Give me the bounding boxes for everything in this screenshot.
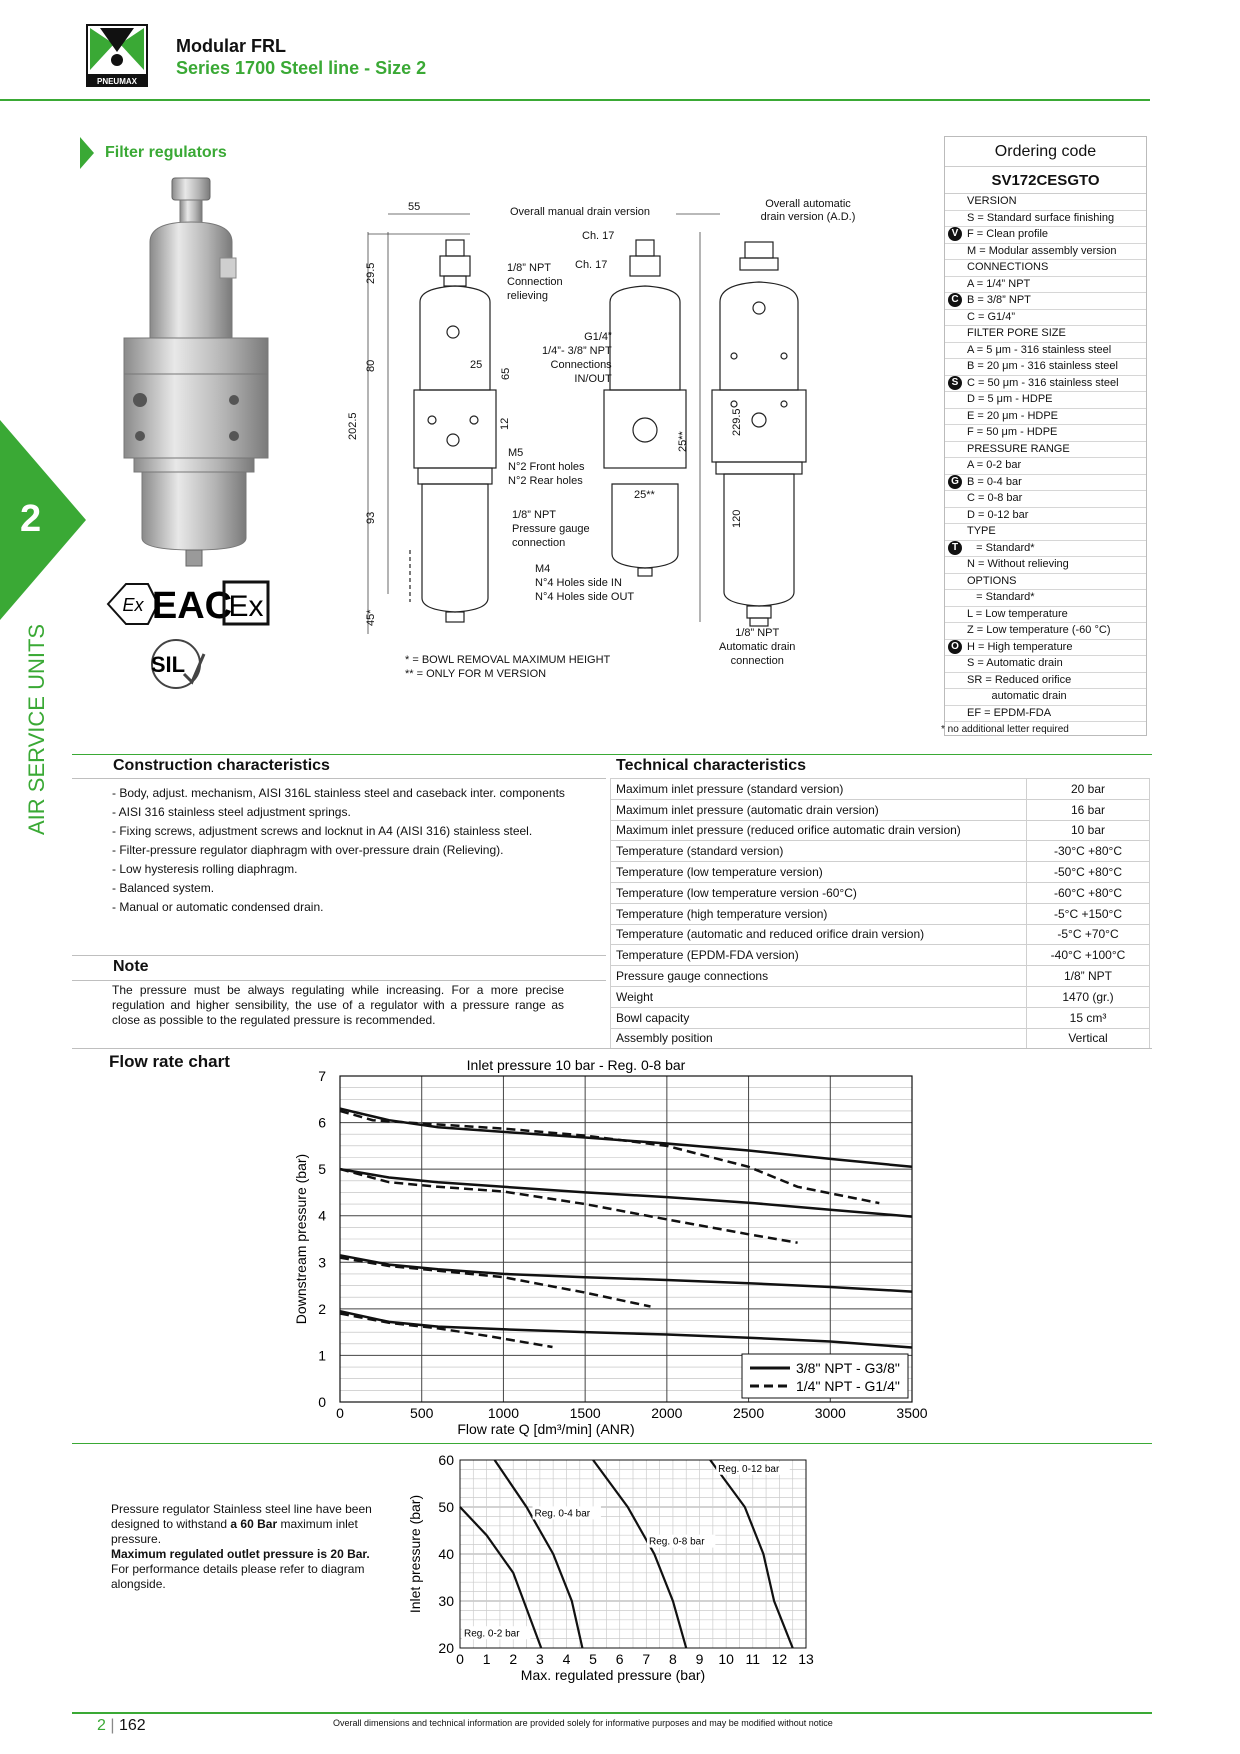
option-badge-icon: V: [948, 227, 962, 241]
drawing-front-view: [410, 240, 496, 622]
label-auto-drain: 1/8” NPT Automatic drain connection: [719, 627, 796, 667]
ordering-row-text: FILTER PORE SIZE: [967, 327, 1066, 339]
technical-row: [611, 966, 1150, 987]
x-tick-label: 3500: [896, 1405, 928, 1421]
header-title: Modular FRL: [176, 36, 286, 56]
technical-label: Maximum inlet pressure (standard version): [611, 779, 1027, 800]
technical-row: [611, 986, 1150, 1007]
ordering-row: [945, 458, 1146, 475]
ordering-row-text: B = 20 μm - 316 stainless steel: [967, 360, 1118, 372]
ordering-row: [945, 227, 1146, 244]
y-tick-label: 3: [318, 1254, 326, 1271]
construction-item: - Fixing screws, adjustment screws and locknut in A4 (AISI 316) stainless steel.: [112, 824, 533, 838]
x-tick-label: 500: [410, 1405, 434, 1421]
construction-list: [112, 784, 582, 917]
legend-label: 1/4" NPT - G1/4": [796, 1378, 900, 1394]
series-label: Reg. 0-12 bar: [718, 1463, 780, 1475]
ordering-row-text: C = G1/4”: [967, 310, 1015, 323]
ordering-row-text: OPTIONS: [967, 574, 1017, 587]
construction-item: - Body, adjust. mechanism, AISI 316L stainless steel and caseback inter. components: [112, 786, 565, 800]
y-tick-label: 1: [318, 1347, 326, 1364]
ordering-row-text: S = Automatic drain: [967, 657, 1063, 669]
technical-label: Bowl capacity: [611, 1007, 1027, 1028]
note-title: Note: [113, 958, 149, 975]
label-ch17-b: Ch. 17: [575, 259, 608, 271]
y-tick-label: 6: [318, 1114, 326, 1131]
technical-row: [611, 1028, 1150, 1049]
ordering-row-text: D = 5 μm - HDPE: [967, 393, 1053, 405]
x-tick-label: 1: [482, 1651, 491, 1667]
note-rule: [72, 980, 606, 981]
technical-value: 10 bar: [1027, 820, 1150, 841]
construction-item: - Low hysteresis rolling diaphragm.: [112, 862, 298, 876]
ordering-row: [945, 326, 1146, 343]
technical-table: [610, 778, 1150, 1049]
series-line: [340, 1255, 912, 1291]
technical-value: -5°C +150°C: [1027, 903, 1150, 924]
ordering-row: [945, 392, 1146, 409]
technical-title: Technical characteristics: [616, 757, 807, 774]
flow-rate-chart: [280, 1052, 940, 1442]
ordering-row: [945, 277, 1146, 294]
technical-value: 1470 (gr.): [1027, 986, 1150, 1007]
chapter-label: AIR SERVICE UNITS: [24, 623, 49, 835]
dim-12: 12: [499, 417, 511, 430]
atex-mark: Ex: [122, 595, 144, 615]
ordering-row: [945, 425, 1146, 442]
ordering-row: [945, 574, 1146, 591]
ordering-row-text: F = 50 μm - HDPE: [967, 426, 1058, 438]
dim-93: 93: [365, 511, 377, 524]
series-line: [340, 1109, 912, 1167]
option-badge-icon: C: [948, 293, 962, 307]
flow-top-rule: [72, 1048, 1152, 1049]
ordering-row-text: = Standard*: [967, 541, 1035, 554]
ordering-row-text: L = Low temperature: [967, 607, 1068, 620]
ordering-row: [945, 211, 1146, 228]
technical-value: -40°C +100°C: [1027, 945, 1150, 966]
technical-label: Temperature (high temperature version): [611, 903, 1027, 924]
ordering-row: [945, 376, 1146, 393]
ordering-row-text: CONNECTIONS: [967, 261, 1049, 273]
chapter-tab: [0, 420, 86, 620]
x-axis-label: Max. regulated pressure (bar): [520, 1667, 706, 1683]
ordering-row-text: A = 1/4” NPT: [967, 277, 1031, 290]
technical-label: Temperature (low temperature version -60°C): [611, 882, 1027, 903]
ordering-row: [945, 475, 1146, 492]
technical-row: [611, 924, 1150, 945]
ordering-row: [945, 640, 1146, 657]
technical-label: Temperature (standard version): [611, 841, 1027, 862]
page-number: 2 | 162: [97, 1717, 146, 1734]
pressure-text-2: Maximum regulated outlet pressure is 20 Bar.: [111, 1547, 370, 1561]
dim-202-5: 202.5: [347, 412, 359, 440]
dim-25-v: 25**: [677, 431, 689, 452]
technical-label: Assembly position: [611, 1028, 1027, 1049]
legend-label: 3/8" NPT - G3/8": [796, 1360, 900, 1376]
ordering-row-text: S = Standard surface finishing: [967, 211, 1115, 224]
dim-25-h: 25**: [634, 489, 655, 501]
construction-item: - Manual or automatic condensed drain.: [112, 900, 324, 914]
x-tick-label: 1000: [487, 1405, 520, 1421]
series-line: [340, 1311, 912, 1347]
y-tick-label: 50: [438, 1499, 454, 1515]
pressure-info: [111, 1502, 389, 1592]
ordering-row-text: = Standard*: [967, 591, 1035, 603]
ordering-row: [945, 590, 1146, 607]
label-note-bowl: * = BOWL REMOVAL MAXIMUM HEIGHT: [405, 654, 611, 666]
x-tick-label: 2000: [651, 1405, 683, 1421]
ordering-row-text: C = 50 μm - 316 stainless steel: [967, 376, 1119, 389]
y-tick-label: 40: [438, 1546, 454, 1562]
technical-row: [611, 945, 1150, 966]
inlet-pressure-chart: [400, 1448, 820, 1688]
dim-120: 120: [731, 509, 743, 528]
x-tick-label: 6: [615, 1651, 624, 1667]
ordering-row: [945, 310, 1146, 327]
pressure-text-1: Pressure regulator Stainless steel line have been designed to withstand: [111, 1502, 372, 1531]
technical-label: Pressure gauge connections: [611, 966, 1027, 987]
pressure-top-rule: [72, 1443, 1152, 1444]
dim-80: 80: [365, 359, 377, 372]
label-note-m: ** = ONLY FOR M VERSION: [405, 668, 547, 680]
pressure-text-1-end: maximum inlet pressure.: [111, 1517, 358, 1546]
x-tick-label: 2500: [732, 1405, 765, 1421]
option-badge-icon: T: [948, 541, 962, 555]
ordering-row-text: SR = Reduced orifice: [967, 673, 1072, 686]
ordering-row-text: EF = EPDM-FDA: [967, 706, 1052, 719]
technical-label: Temperature (EPDM-FDA version): [611, 945, 1027, 966]
technical-row: [611, 862, 1150, 883]
x-tick-label: 9: [695, 1651, 704, 1667]
y-axis-label: Inlet pressure (bar): [407, 1494, 423, 1614]
chapter-number: 2: [20, 498, 42, 540]
ordering-row-text: D = 0-12 bar: [967, 508, 1029, 521]
header-rule: [0, 99, 1150, 101]
ordering-code-table: [941, 136, 1147, 736]
y-axis-label: Downstream pressure (bar): [293, 1153, 309, 1325]
y-tick-label: 2: [318, 1300, 326, 1317]
option-badge-icon: G: [948, 475, 962, 489]
y-tick-label: 7: [318, 1068, 326, 1084]
ordering-code-title: Ordering code: [945, 137, 1146, 167]
technical-row: [611, 903, 1150, 924]
section-divider: [72, 754, 1152, 755]
technical-value: 15 cm³: [1027, 1007, 1150, 1028]
y-tick-label: 5: [318, 1161, 326, 1178]
technical-label: Temperature (low temperature version): [611, 862, 1027, 883]
note-top-rule: [72, 955, 606, 956]
technical-value: -5°C +70°C: [1027, 924, 1150, 945]
technical-row: [611, 1007, 1150, 1028]
label-relieving-connection: 1/8” NPT Connection relieving: [507, 262, 563, 302]
footer-rule: [72, 1712, 1152, 1714]
ordering-row: [945, 260, 1146, 277]
ordering-row: [945, 623, 1146, 640]
label-m5-holes: M5 N°2 Front holes N°2 Rear holes: [508, 447, 585, 487]
x-tick-label: 4: [562, 1651, 571, 1667]
technical-row: [611, 882, 1150, 903]
dim-229-5: 229.5: [731, 408, 743, 436]
ordering-row: [945, 491, 1146, 508]
y-tick-label: 0: [318, 1394, 326, 1410]
ordering-row-text: TYPE: [967, 525, 996, 537]
technical-value: 16 bar: [1027, 799, 1150, 820]
construction-title: Construction characteristics: [113, 757, 330, 774]
dim-65: 65: [500, 367, 512, 380]
y-tick-label: 60: [438, 1452, 454, 1468]
technical-value: 1/8” NPT: [1027, 966, 1150, 987]
ordering-row-text: N = Without relieving: [967, 558, 1069, 570]
technical-value: -50°C +80°C: [1027, 862, 1150, 883]
dim-29-5: 29.5: [365, 262, 377, 284]
product-photo: [112, 178, 272, 573]
ordering-row: [945, 673, 1146, 690]
ordering-row-text: VERSION: [967, 195, 1017, 207]
ordering-row: [945, 359, 1146, 376]
eac-mark: EAC: [151, 585, 233, 627]
x-tick-label: 12: [771, 1651, 788, 1667]
dim-25: 25: [470, 359, 483, 371]
section-tag: Filter regulators: [105, 144, 227, 161]
note-text: The pressure must be always regulating while increasing. For a more precise regulation and higher sensibility, the use of a regulator with a pressure range as close as possible to the regulated pressure is recommended.: [112, 983, 564, 1027]
ordering-row: [945, 541, 1146, 558]
ordering-row-text: automatic drain: [967, 690, 1067, 702]
x-tick-label: 8: [669, 1651, 677, 1667]
technical-label: Temperature (automatic and reduced orifice drain version): [611, 924, 1027, 945]
header-subtitle: Series 1700 Steel line - Size 2: [176, 58, 427, 78]
label-m4-holes: M4 N°4 Holes side IN N°4 Holes side OUT: [535, 563, 635, 603]
brand-name: PNEUMAX: [96, 77, 137, 86]
drawing-side-view: [604, 240, 686, 576]
technical-label: Maximum inlet pressure (automatic drain version): [611, 799, 1027, 820]
technical-label: Maximum inlet pressure (reduced orifice automatic drain version): [611, 820, 1027, 841]
dim-55: 55: [408, 201, 421, 213]
ordering-row-text: B = 3/8” NPT: [967, 294, 1031, 306]
x-tick-label: 10: [718, 1651, 734, 1667]
ordering-row: [945, 689, 1146, 706]
ordering-row-text: A = 0-2 bar: [967, 459, 1022, 471]
technical-row: [611, 799, 1150, 820]
technical-row: [611, 841, 1150, 862]
flow-section-title: Flow rate chart: [109, 1052, 230, 1071]
certification-marks: [106, 578, 272, 701]
technical-value: -30°C +80°C: [1027, 841, 1150, 862]
ordering-row: [945, 508, 1146, 525]
x-tick-label: 2: [509, 1651, 518, 1667]
x-tick-label: 7: [642, 1651, 651, 1667]
ordering-row: [945, 557, 1146, 574]
x-tick-label: 0: [336, 1405, 344, 1421]
x-tick-label: 11: [745, 1651, 761, 1667]
ordering-row-text: E = 20 μm - HDPE: [967, 409, 1059, 422]
label-connections-inout: G1/4” 1/4”- 3/8” NPT Connections IN/OUT: [542, 331, 612, 385]
ordering-row: [945, 343, 1146, 360]
ordering-code-value: SV172CESGTO: [945, 167, 1146, 194]
y-tick-label: 20: [438, 1640, 454, 1656]
drawing-auto-drain-view: [712, 242, 806, 626]
series-label: Reg. 0-4 bar: [534, 1508, 591, 1520]
ordering-row-text: H = High temperature: [967, 640, 1073, 653]
ordering-row-text: A = 5 μm - 316 stainless steel: [967, 343, 1112, 356]
construction-rule: [72, 778, 606, 779]
x-axis-label: Flow rate Q [dm³/min] (ANR): [457, 1421, 635, 1437]
construction-item: - AISI 316 stainless steel adjustment springs.: [112, 805, 351, 819]
technical-value: Vertical: [1027, 1028, 1150, 1049]
ordering-row: [945, 194, 1146, 211]
chart-title: Inlet pressure 10 bar - Reg. 0-8 bar: [466, 1057, 686, 1073]
x-tick-label: 5: [589, 1651, 597, 1667]
y-tick-label: 4: [318, 1207, 326, 1224]
option-badge-icon: O: [948, 640, 962, 654]
x-tick-label: 13: [798, 1651, 814, 1667]
ordering-row: [945, 409, 1146, 426]
ordering-row: [945, 293, 1146, 310]
series-label: Reg. 0-8 bar: [648, 1536, 705, 1548]
footer-disclaimer: Overall dimensions and technical information are provided solely for informative purposes and may be modified without notice: [333, 1718, 833, 1728]
technical-value: -60°C +80°C: [1027, 882, 1150, 903]
ordering-row: [945, 706, 1146, 723]
pressure-text-3: For performance details please refer to diagram alongside.: [111, 1562, 365, 1591]
brand-logo: [86, 24, 148, 88]
ordering-row-text: F = Clean profile: [967, 228, 1049, 240]
ordering-row-text: Z = Low temperature (-60 °C): [967, 624, 1111, 636]
pressure-text-1-bold: a 60 Bar: [230, 1517, 278, 1531]
sil-mark: SIL: [150, 652, 186, 677]
technical-value: 20 bar: [1027, 779, 1150, 800]
ordering-row: [945, 656, 1146, 673]
label-gauge-connection: 1/8” NPT Pressure gauge connection: [512, 509, 590, 549]
option-badge-icon: S: [948, 376, 962, 390]
section-arrow-icon: [80, 137, 94, 174]
label-auto-version: Overall automatic drain version (A.D.): [760, 198, 856, 223]
series-label: Reg. 0-2 bar: [463, 1628, 520, 1640]
iecex-mark: Ex: [228, 590, 264, 623]
footer-page: 162: [118, 1717, 146, 1734]
dim-45: 45*: [365, 609, 377, 626]
construction-item: - Balanced system.: [112, 881, 215, 895]
label-ch17-a: Ch. 17: [582, 230, 615, 242]
ordering-row: [945, 244, 1146, 261]
ordering-row-text: M = Modular assembly version: [967, 244, 1117, 257]
ordering-row-text: C = 0-8 bar: [967, 492, 1023, 504]
y-tick-label: 30: [438, 1593, 454, 1609]
dimension-drawing: [347, 194, 920, 689]
x-tick-label: 3000: [814, 1405, 846, 1421]
footer-chapter: 2: [97, 1717, 106, 1734]
x-tick-label: 0: [456, 1651, 464, 1667]
ordering-row-text: PRESSURE RANGE: [967, 442, 1070, 455]
technical-label: Weight: [611, 986, 1027, 1007]
ordering-row: [945, 442, 1146, 459]
technical-row: [611, 779, 1150, 800]
ordering-row: [945, 607, 1146, 624]
construction-item: - Filter-pressure regulator diaphragm with over-pressure drain (Relieving).: [112, 843, 504, 857]
technical-row: [611, 820, 1150, 841]
ordering-row-text: B = 0-4 bar: [967, 475, 1022, 488]
ordering-footnote: * no additional letter required: [941, 724, 1069, 735]
label-manual-version: Overall manual drain version: [510, 206, 651, 218]
x-tick-label: 1500: [569, 1405, 601, 1421]
x-tick-label: 3: [535, 1651, 544, 1667]
series-line: [340, 1258, 651, 1307]
ordering-row: [945, 524, 1146, 541]
